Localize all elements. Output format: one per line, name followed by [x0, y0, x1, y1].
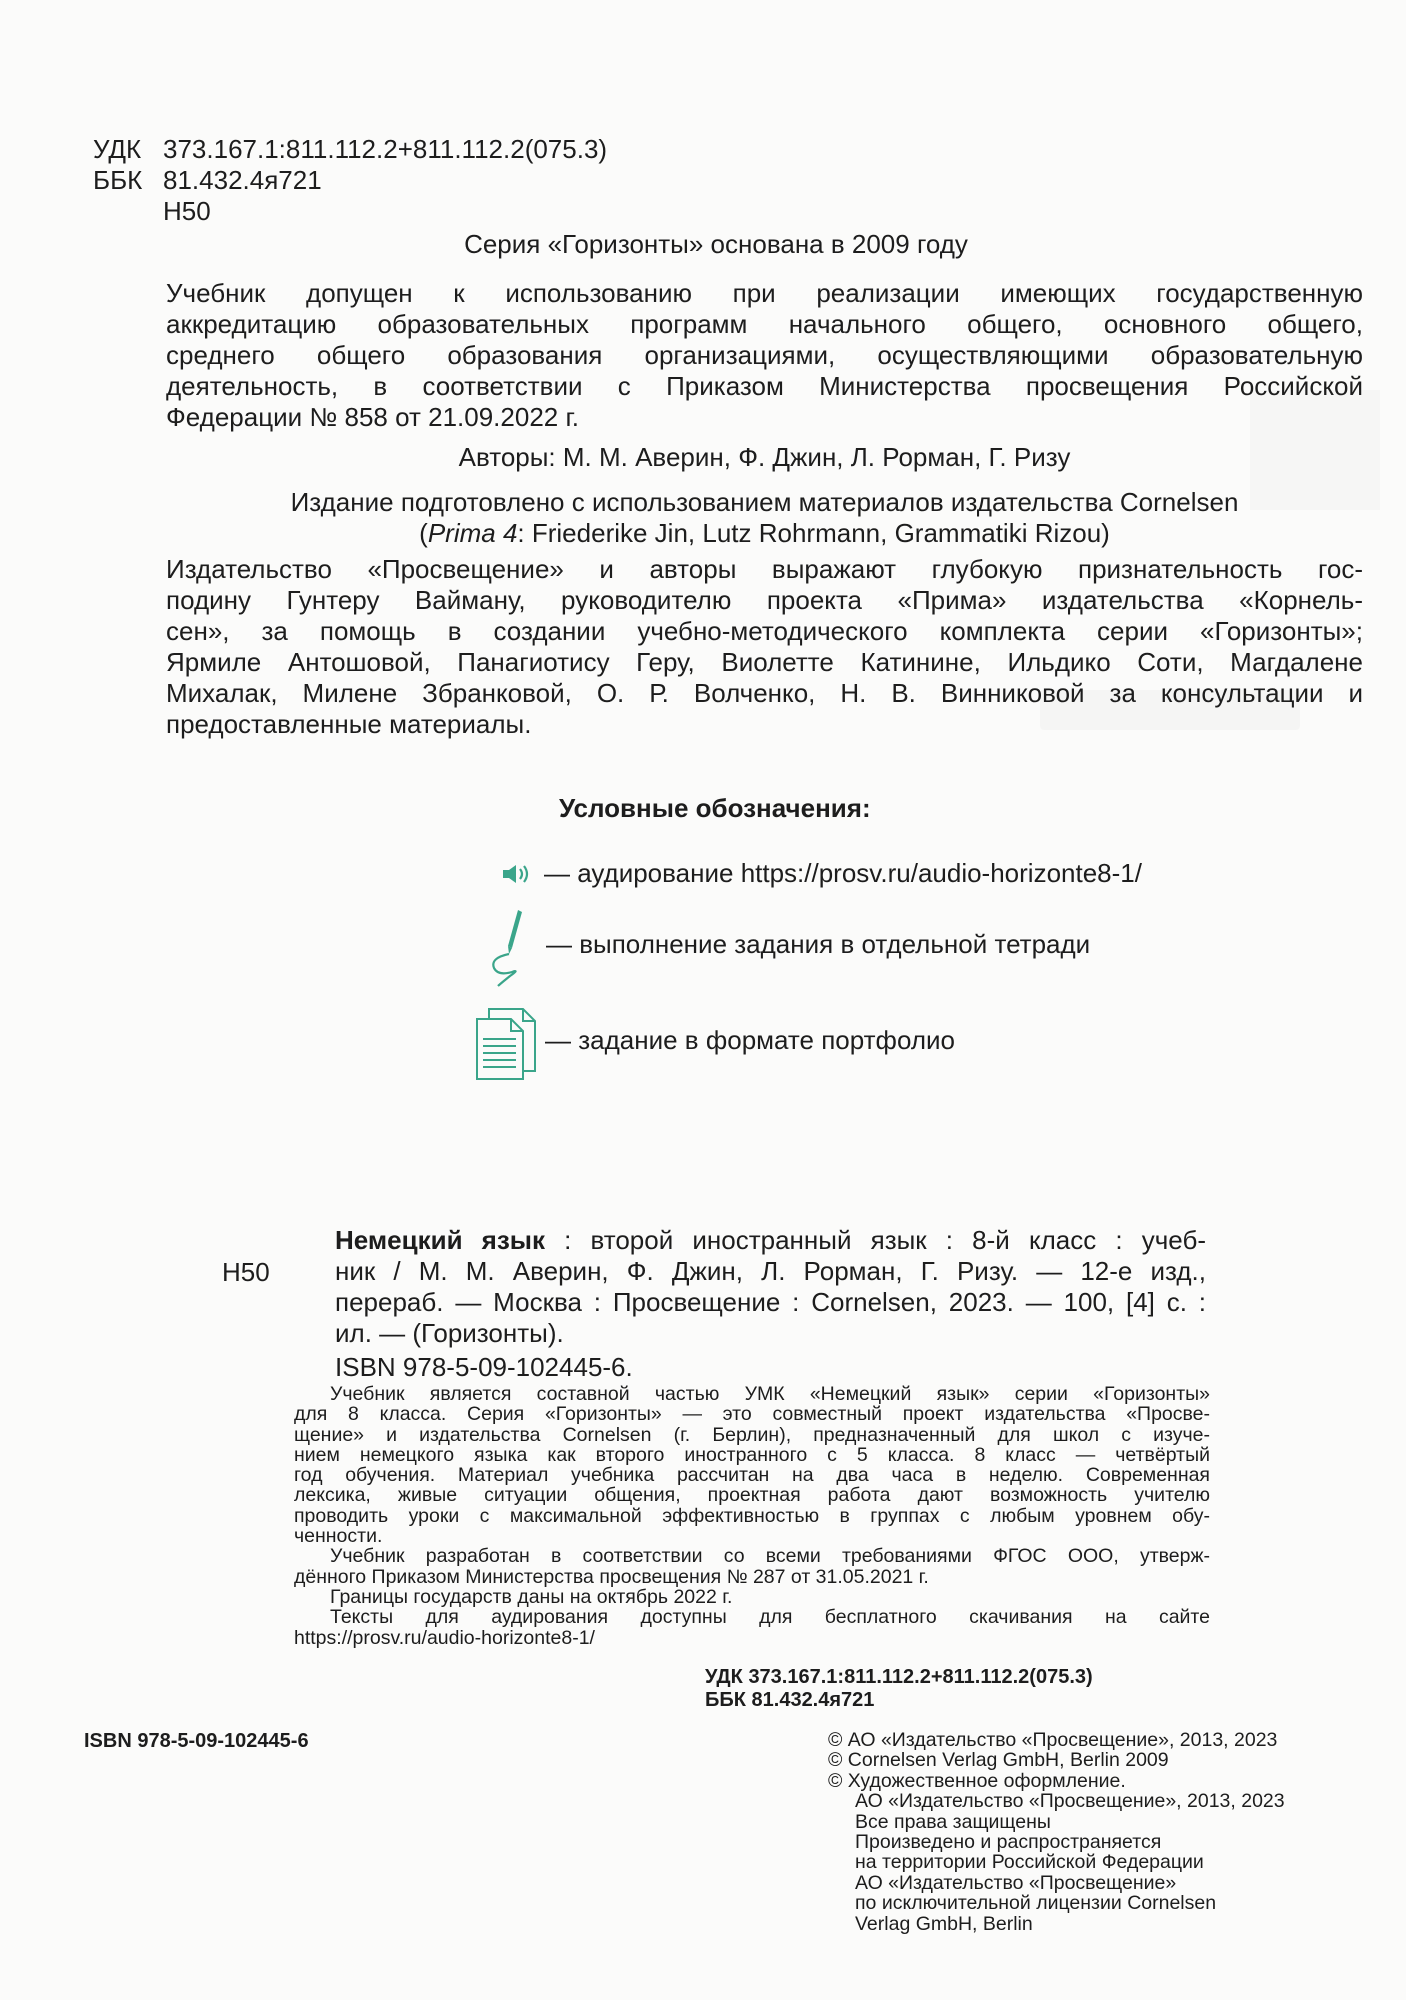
- document-icon: [473, 1005, 541, 1081]
- footer-bbk: ББК 81.432.4я721: [705, 1689, 875, 1711]
- rights-line: Произведено и распространяется: [855, 1831, 1162, 1854]
- edition-line-2: (Prima 4: Friederike Jin, Lutz Rohrmann, Grammatiki Rizou): [419, 518, 1110, 548]
- pen-icon: [488, 906, 540, 988]
- approval-line: Федерации № 858 от 21.09.2022 г.: [166, 402, 579, 432]
- udk-label: УДК: [93, 134, 142, 164]
- approval-paragraph: [166, 278, 1363, 433]
- rights-block: [828, 1791, 1285, 1934]
- annotation-line: Учебник разработан в соответствии со всеми требованиями ФГОС ООО, утверж-: [330, 1545, 1210, 1568]
- footer-codes: [705, 1666, 1093, 1712]
- authors-line: Авторы: М. М. Аверин, Ф. Джин, Л. Рорман, Г. Ризу: [458, 442, 1071, 472]
- rights-line: АО «Издательство «Просвещение», 2013, 2023: [855, 1790, 1285, 1813]
- footer-udk: УДК 373.167.1:811.112.2+811.112.2(075.3): [705, 1666, 1093, 1688]
- annotation-line: Границы государств даны на октябрь 2022 г.: [330, 1585, 733, 1608]
- rights-line: АО «Издательство «Просвещение»: [855, 1871, 1177, 1894]
- approval-line: среднего общего образования организациями, осуществляющими образовательную: [166, 340, 1363, 370]
- rights-line: на территории Российской Федерации: [855, 1851, 1204, 1874]
- gratitude-line: Ярмиле Антошовой, Панагиотису Геру, Виолетте Катинине, Ильдико Соти, Магдалене: [166, 647, 1363, 677]
- udk-value: 373.167.1:811.112.2+811.112.2(075.3): [163, 134, 608, 164]
- annotation-line: дённого Приказом Министерства просвещения № 287 от 31.05.2021 г.: [294, 1565, 929, 1588]
- annotation-line: щение» и издательства Cornelsen (г. Берлин), предназначенный для школ с изуче-: [294, 1423, 1210, 1446]
- catalog-mark: Н50: [222, 1257, 270, 1287]
- catalog-card: [335, 1225, 1206, 1383]
- gratitude-line: предоставленные материалы.: [166, 709, 532, 739]
- catalog-line: ил. — (Горизонты).: [335, 1318, 564, 1348]
- udk-header: [93, 134, 607, 227]
- approval-line: Учебник допущен к использованию при реализации имеющих государственную: [166, 278, 1363, 308]
- copyright-line: © АО «Издательство «Просвещение», 2013, 2023: [828, 1729, 1278, 1751]
- legend-item-portfolio: [473, 1005, 955, 1081]
- annotation-paragraph: [294, 1384, 1210, 1648]
- annotation-line: Учебник является составной частью УМК «Немецкий язык» серии «Горизонты»: [330, 1383, 1210, 1405]
- legend-item-notebook: [488, 906, 1090, 988]
- catalog-line: перераб. — Москва : Просвещение : Cornelsen, 2023. — 100, [4] с. :: [335, 1287, 1206, 1317]
- legend-item-audio: [500, 858, 1142, 889]
- copyright-line: © Художественное оформление.: [828, 1769, 1126, 1792]
- isbn-bottom: ISBN 978-5-09-102445-6: [84, 1730, 309, 1752]
- annotation-line: ченности.: [294, 1525, 383, 1548]
- approval-line: деятельность, в соответствии с Приказом Министерства просвещения Российской: [166, 371, 1363, 401]
- rights-line: Все права защищены: [855, 1810, 1051, 1833]
- annotation-line: проводить уроки с максимальной эффективностью в группах с любым уровнем обу-: [294, 1504, 1210, 1527]
- legend-title: Условные обозначения:: [559, 793, 871, 823]
- annotation-line: Тексты для аудирования доступны для бесплатного скачивания на сайте: [330, 1606, 1210, 1629]
- gratitude-line: Михалак, Милене Збранковой, О. Р. Волченко, Н. В. Винниковой за консультации и: [166, 678, 1363, 708]
- rights-line: Verlag GmbH, Berlin: [855, 1912, 1033, 1935]
- gratitude-paragraph: [166, 554, 1363, 740]
- catalog-isbn: ISBN 978-5-09-102445-6.: [335, 1352, 633, 1382]
- gratitude-line: сен», за помощь в создании учебно-методического комплекта серии «Горизонты»;: [166, 616, 1363, 646]
- gratitude-line: Издательство «Просвещение» и авторы выражают глубокую признательность гос-: [166, 554, 1363, 584]
- catalog-line: Немецкий язык : второй иностранный язык : 8-й класс : учеб-: [335, 1225, 1206, 1255]
- gratitude-line: подину Гунтеру Вайману, руководителю проекта «Прима» издательства «Корнель-: [166, 585, 1363, 615]
- bbk-value: 81.432.4я721: [163, 165, 322, 195]
- annotation-line: https://prosv.ru/audio-horizonte8-1/: [294, 1626, 595, 1649]
- series-note: Серия «Горизонты» основана в 2009 году: [464, 229, 968, 259]
- copyright-block: [828, 1730, 1285, 1934]
- prima-title: Prima 4: [427, 518, 518, 548]
- approval-line: аккредитацию образовательных программ начального общего, основного общего,: [166, 309, 1363, 339]
- bbk-label: ББК: [93, 165, 143, 195]
- copyright-line: © Cornelsen Verlag GmbH, Berlin 2009: [828, 1749, 1169, 1772]
- legend-text: — выполнение задания в отдельной тетради: [546, 928, 1091, 959]
- speaker-icon: [500, 859, 540, 889]
- legend-text: — задание в формате портфолио: [545, 1024, 955, 1055]
- author-mark: Н50: [163, 196, 211, 226]
- annotation-line: нием немецкого языка как второго иностранного с 5 класса. 8 класс — четвёртый: [294, 1443, 1210, 1466]
- annotation-line: для 8 класса. Серия «Горизонты» — это совместный проект издательства «Просве-: [294, 1403, 1210, 1426]
- rights-line: по исключительной лицензии Cornelsen: [855, 1892, 1217, 1915]
- catalog-line: ник / М. М. Аверин, Ф. Джин, Л. Рорман, Г. Ризу. — 12-е изд.,: [335, 1256, 1206, 1286]
- catalog-title: Немецкий язык: [335, 1225, 545, 1255]
- edition-note: [166, 487, 1363, 549]
- legend-text: — аудирование https://prosv.ru/audio-horizonte8-1/: [544, 858, 1142, 888]
- edition-line-1: Издание подготовлено с использованием материалов издательства Cornelsen: [290, 487, 1239, 517]
- annotation-line: год обучения. Материал учебника рассчитан на два часа в неделю. Современная: [294, 1464, 1210, 1487]
- annotation-line: лексика, живые ситуации общения, проектная работа дают возможность учителю: [294, 1484, 1210, 1507]
